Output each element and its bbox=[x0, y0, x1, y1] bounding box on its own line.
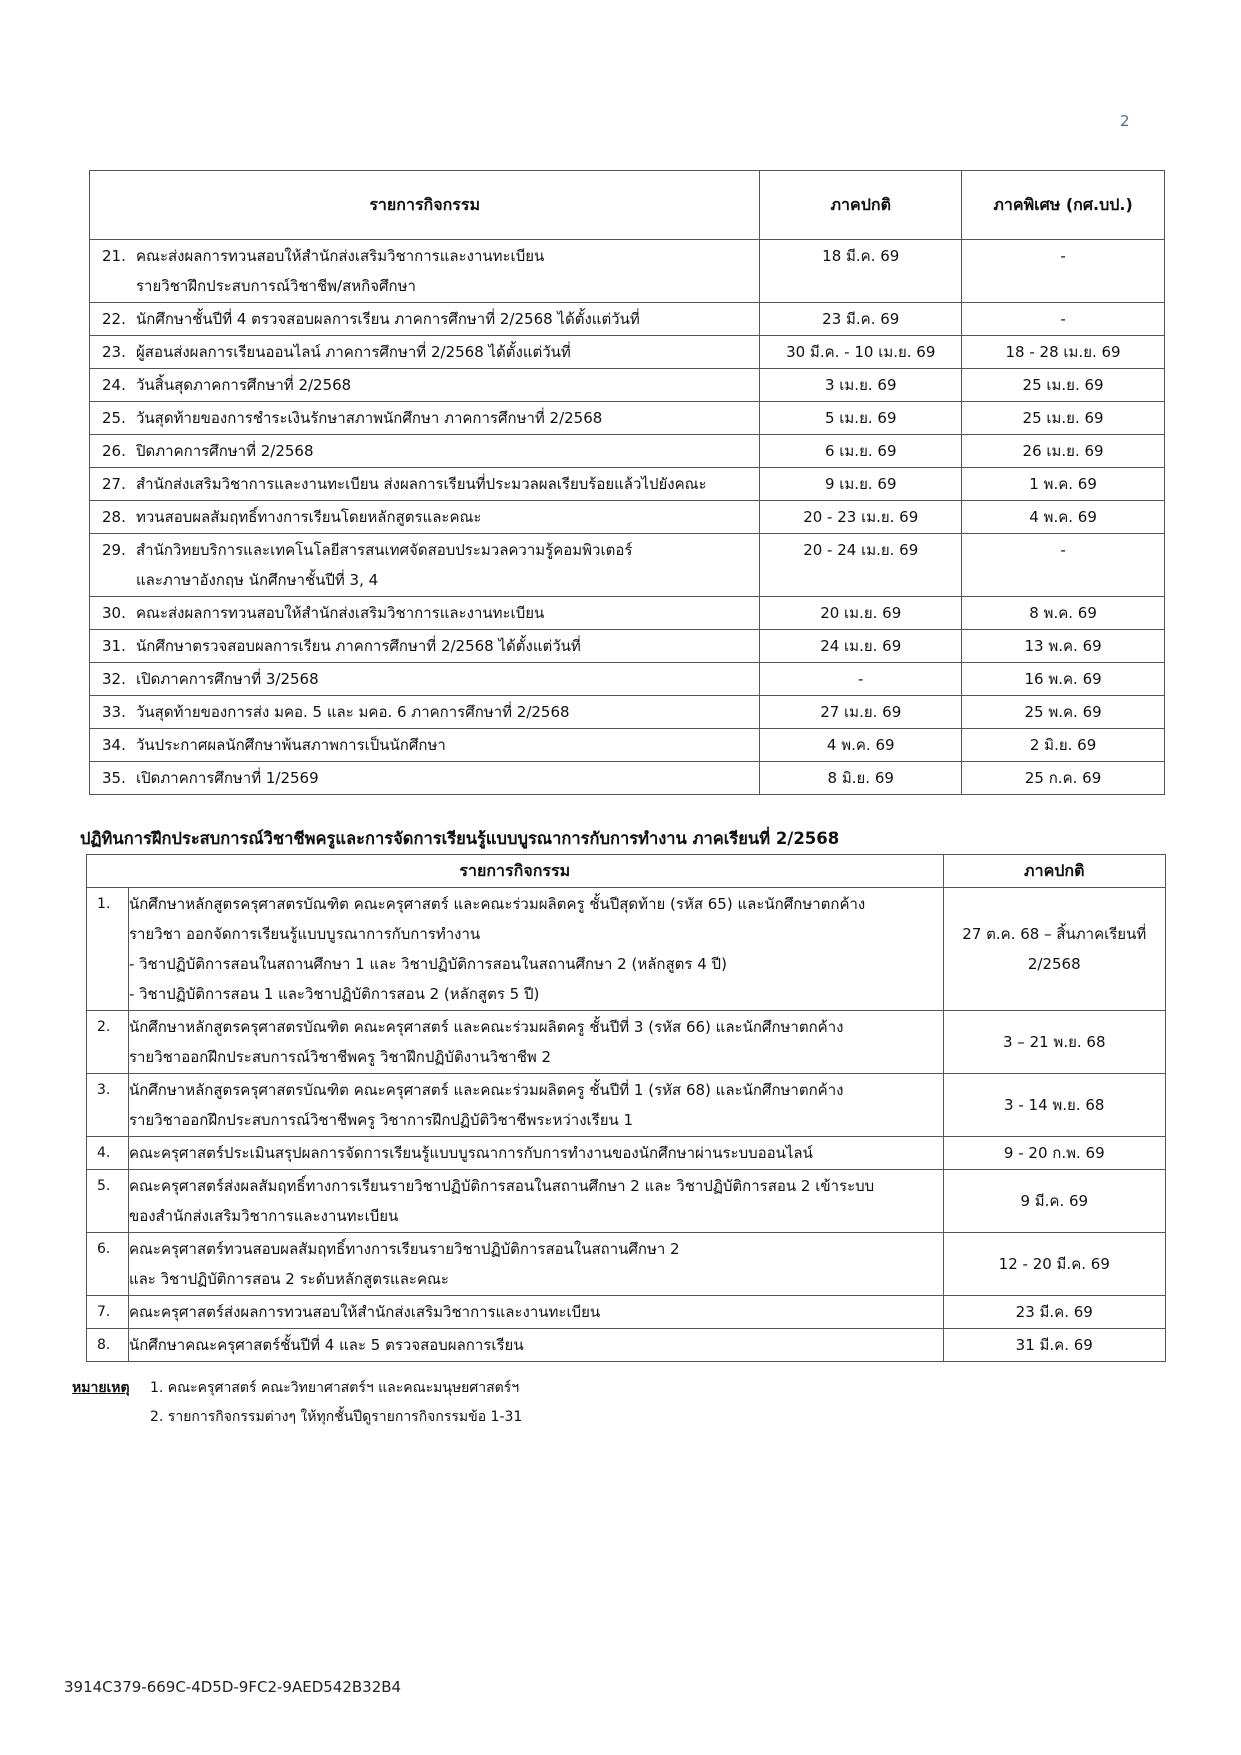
page-number: 2 bbox=[1120, 112, 1130, 130]
activity-cell bbox=[128, 1296, 943, 1329]
row-number: 34. bbox=[102, 736, 126, 754]
academic-calendar-table bbox=[89, 170, 1165, 795]
table-row bbox=[87, 1170, 1166, 1233]
regular-date: 6 เม.ย. 69 bbox=[760, 435, 962, 468]
table-row bbox=[90, 597, 1165, 630]
table-row bbox=[90, 435, 1165, 468]
date-line: 3 - 14 พ.ย. 68 bbox=[1004, 1096, 1105, 1114]
activity-line bbox=[102, 598, 758, 628]
table-row bbox=[90, 696, 1165, 729]
row-number: 30. bbox=[102, 604, 126, 622]
activity-text: คณะส่งผลการทวนสอบให้สำนักส่งเสริมวิชาการและงานทะเบียน bbox=[136, 247, 545, 265]
activity-line bbox=[102, 241, 758, 271]
activity-line: รายวิชาออกฝึกประสบการณ์วิชาชีพครู วิชาการฝึกปฏิบัติวิชาชีพระหว่างเรียน 1 bbox=[128, 1111, 634, 1129]
activity-line bbox=[102, 502, 758, 532]
activity-text: วันสุดท้ายของการส่ง มคอ. 5 และ มคอ. 6 ภาคการศึกษาที่ 2/2568 bbox=[136, 703, 570, 721]
row-number: 7. bbox=[87, 1296, 129, 1329]
activity-cell bbox=[90, 303, 760, 336]
activity-line: นักศึกษาหลักสูตรครุศาสตรบัณฑิต คณะครุศาสตร์ และคณะร่วมผลิตครู ชั้นปีสุดท้าย (รหัส 65) และนักศึกษาตกค้าง bbox=[128, 895, 866, 913]
activity-cell bbox=[128, 1170, 943, 1233]
row-number: 6. bbox=[87, 1233, 129, 1296]
header-regular: ภาคปกติ bbox=[943, 855, 1165, 888]
table-row bbox=[90, 468, 1165, 501]
activity-text: วันสิ้นสุดภาคการศึกษาที่ 2/2568 bbox=[136, 376, 352, 394]
regular-date: 20 เม.ย. 69 bbox=[760, 597, 962, 630]
row-number: 26. bbox=[102, 442, 126, 460]
regular-date: 18 มี.ค. 69 bbox=[760, 240, 962, 303]
row-number: 2. bbox=[87, 1011, 129, 1074]
regular-date: 5 เม.ย. 69 bbox=[760, 402, 962, 435]
regular-date bbox=[943, 1074, 1165, 1137]
note-item: 1. คณะครุศาสตร์ คณะวิทยาศาสตร์ฯ และคณะมนุษยศาสตร์ฯ bbox=[150, 1380, 520, 1396]
special-date: - bbox=[962, 534, 1165, 597]
regular-date bbox=[943, 1329, 1165, 1362]
row-number: 21. bbox=[102, 247, 126, 265]
activity-cell bbox=[90, 597, 760, 630]
activity-text: นักศึกษาชั้นปีที่ 4 ตรวจสอบผลการเรียน ภาคการศึกษาที่ 2/2568 ได้ตั้งแต่วันที่ bbox=[136, 310, 640, 328]
regular-date: 3 เม.ย. 69 bbox=[760, 369, 962, 402]
table-row bbox=[87, 1233, 1166, 1296]
special-date: 25 เม.ย. 69 bbox=[962, 369, 1165, 402]
row-number: 29. bbox=[102, 541, 126, 559]
regular-date: 8 มิ.ย. 69 bbox=[760, 762, 962, 795]
activity-line bbox=[102, 730, 758, 760]
activity-line: คณะครุศาสตร์ทวนสอบผลสัมฤทธิ์ทางการเรียนรายวิชาปฏิบัติการสอนในสถานศึกษา 2 bbox=[128, 1240, 680, 1258]
activity-line bbox=[102, 304, 758, 334]
activity-text: ทวนสอบผลสัมฤทธิ์ทางการเรียนโดยหลักสูตรและคณะ bbox=[136, 508, 482, 526]
activity-cell bbox=[90, 336, 760, 369]
special-date: 26 เม.ย. 69 bbox=[962, 435, 1165, 468]
row-number: 3. bbox=[87, 1074, 129, 1137]
activity-text: เปิดภาคการศึกษาที่ 1/2569 bbox=[136, 769, 319, 787]
table-row bbox=[90, 729, 1165, 762]
regular-date: 20 - 24 เม.ย. 69 bbox=[760, 534, 962, 597]
special-date: 16 พ.ค. 69 bbox=[962, 663, 1165, 696]
section-title: ปฏิทินการฝึกประสบการณ์วิชาชีพครูและการจัดการเรียนรู้แบบบูรณาการกับการทำงาน ภาคเรียนที่ 2/2568 bbox=[80, 829, 840, 848]
activity-cell bbox=[90, 369, 760, 402]
activity-line bbox=[102, 337, 758, 367]
regular-date bbox=[943, 1137, 1165, 1170]
table-row bbox=[90, 534, 1165, 597]
regular-date bbox=[943, 1233, 1165, 1296]
date-line: 31 มี.ค. 69 bbox=[1015, 1336, 1093, 1354]
footnote bbox=[72, 1374, 522, 1432]
activity-cell bbox=[128, 1074, 943, 1137]
row-number: 8. bbox=[87, 1329, 129, 1362]
special-date: 1 พ.ค. 69 bbox=[962, 468, 1165, 501]
date-line: 27 ต.ค. 68 – สิ้นภาคเรียนที่ bbox=[962, 925, 1147, 943]
note-label: หมายเหตุ bbox=[72, 1380, 130, 1396]
activity-text: และภาษาอังกฤษ นักศึกษาชั้นปีที่ 3, 4 bbox=[136, 571, 379, 589]
regular-date: 4 พ.ค. 69 bbox=[760, 729, 962, 762]
special-date: 25 ก.ค. 69 bbox=[962, 762, 1165, 795]
special-date: 18 - 28 เม.ย. 69 bbox=[962, 336, 1165, 369]
activity-line: นักศึกษาหลักสูตรครุศาสตรบัณฑิต คณะครุศาสตร์ และคณะร่วมผลิตครู ชั้นปีที่ 3 (รหัส 66) และนักศึกษาตกค้าง bbox=[128, 1018, 844, 1036]
activity-cell bbox=[128, 1329, 943, 1362]
activity-cell bbox=[90, 534, 760, 597]
regular-date: 9 เม.ย. 69 bbox=[760, 468, 962, 501]
table-row bbox=[90, 762, 1165, 795]
activity-text: สำนักวิทยบริการและเทคโนโลยีสารสนเทศจัดสอบประมวลความรู้คอมพิวเตอร์ bbox=[136, 541, 633, 559]
activity-line bbox=[102, 403, 758, 433]
table-header-row bbox=[87, 855, 1166, 888]
activity-text: ปิดภาคการศึกษาที่ 2/2568 bbox=[136, 442, 314, 460]
row-number: 25. bbox=[102, 409, 126, 427]
activity-cell bbox=[90, 240, 760, 303]
teaching-practice-table bbox=[86, 854, 1166, 1362]
row-number: 35. bbox=[102, 769, 126, 787]
activity-text: นักศึกษาตรวจสอบผลการเรียน ภาคการศึกษาที่ 2/2568 ได้ตั้งแต่วันที่ bbox=[136, 637, 581, 655]
special-date: 8 พ.ค. 69 bbox=[962, 597, 1165, 630]
special-date: 13 พ.ค. 69 bbox=[962, 630, 1165, 663]
activity-text: วันประกาศผลนักศึกษาพ้นสภาพการเป็นนักศึกษา bbox=[136, 736, 446, 754]
table-row bbox=[90, 336, 1165, 369]
special-date: 4 พ.ค. 69 bbox=[962, 501, 1165, 534]
activity-line bbox=[102, 436, 758, 466]
regular-date: 20 - 23 เม.ย. 69 bbox=[760, 501, 962, 534]
activity-text: วันสุดท้ายของการชำระเงินรักษาสภาพนักศึกษา ภาคการศึกษาที่ 2/2568 bbox=[136, 409, 603, 427]
special-date: 25 พ.ค. 69 bbox=[962, 696, 1165, 729]
header-regular: ภาคปกติ bbox=[760, 171, 962, 240]
activity-line bbox=[102, 631, 758, 661]
row-number: 24. bbox=[102, 376, 126, 394]
regular-date: - bbox=[760, 663, 962, 696]
activity-line bbox=[102, 271, 758, 301]
activity-line: คณะครุศาสตร์ส่งผลการทวนสอบให้สำนักส่งเสริมวิชาการและงานทะเบียน bbox=[128, 1303, 601, 1321]
date-line: 2/2568 bbox=[1027, 955, 1081, 973]
regular-date bbox=[943, 1011, 1165, 1074]
regular-date bbox=[943, 1296, 1165, 1329]
date-line: 23 มี.ค. 69 bbox=[1015, 1303, 1093, 1321]
activity-line: - วิชาปฏิบัติการสอน 1 และวิชาปฏิบัติการสอน 2 (หลักสูตร 5 ปี) bbox=[128, 985, 540, 1003]
activity-text: สำนักส่งเสริมวิชาการและงานทะเบียน ส่งผลการเรียนที่ประมวลผลเรียบร้อยแล้วไปยังคณะ bbox=[136, 475, 707, 493]
special-date: - bbox=[962, 303, 1165, 336]
table-row bbox=[90, 630, 1165, 663]
activity-line: นักศึกษาหลักสูตรครุศาสตรบัณฑิต คณะครุศาสตร์ และคณะร่วมผลิตครู ชั้นปีที่ 1 (รหัส 68) และนักศึกษาตกค้าง bbox=[128, 1081, 844, 1099]
activity-line bbox=[102, 370, 758, 400]
row-number: 27. bbox=[102, 475, 126, 493]
activity-line: รายวิชาออกฝึกประสบการณ์วิชาชีพครู วิชาฝึกปฏิบัติงานวิชาชีพ 2 bbox=[128, 1048, 552, 1066]
table-row bbox=[90, 303, 1165, 336]
activity-line bbox=[102, 469, 758, 499]
activity-line bbox=[102, 664, 758, 694]
regular-date bbox=[943, 888, 1165, 1011]
activity-cell bbox=[128, 888, 943, 1011]
activity-cell bbox=[90, 435, 760, 468]
activity-cell bbox=[128, 1011, 943, 1074]
date-line: 3 – 21 พ.ย. 68 bbox=[1003, 1033, 1106, 1051]
date-line: 9 มี.ค. 69 bbox=[1020, 1192, 1089, 1210]
document-id: 3914C379-669C-4D5D-9FC2-9AED542B32B4 bbox=[64, 1678, 402, 1696]
special-date: 2 มิ.ย. 69 bbox=[962, 729, 1165, 762]
table-row bbox=[87, 1011, 1166, 1074]
activity-line: คณะครุศาสตร์ประเมินสรุปผลการจัดการเรียนรู้แบบบูรณาการกับการทำงานของนักศึกษาผ่านระบบออนไลน์ bbox=[128, 1144, 813, 1162]
activity-line: ของสำนักส่งเสริมวิชาการและงานทะเบียน bbox=[128, 1207, 399, 1225]
table-row bbox=[87, 1074, 1166, 1137]
activity-cell bbox=[90, 468, 760, 501]
special-date: - bbox=[962, 240, 1165, 303]
table-header-row bbox=[90, 171, 1165, 240]
regular-date: 30 มี.ค. - 10 เม.ย. 69 bbox=[760, 336, 962, 369]
table-body bbox=[90, 240, 1165, 795]
table-row bbox=[90, 402, 1165, 435]
table-row bbox=[87, 888, 1166, 1011]
table-body bbox=[87, 888, 1166, 1362]
regular-date: 24 เม.ย. 69 bbox=[760, 630, 962, 663]
activity-line bbox=[102, 763, 758, 793]
regular-date bbox=[943, 1170, 1165, 1233]
row-number: 33. bbox=[102, 703, 126, 721]
table-row bbox=[87, 1137, 1166, 1170]
activity-line: - วิชาปฏิบัติการสอนในสถานศึกษา 1 และ วิชาปฏิบัติการสอนในสถานศึกษา 2 (หลักสูตร 4 ปี) bbox=[128, 955, 727, 973]
row-number: 4. bbox=[87, 1137, 129, 1170]
activity-text: ผู้สอนส่งผลการเรียนออนไลน์ ภาคการศึกษาที่ 2/2568 ได้ตั้งแต่วันที่ bbox=[136, 343, 571, 361]
activity-cell bbox=[90, 402, 760, 435]
row-number: 32. bbox=[102, 670, 126, 688]
activity-line: และ วิชาปฏิบัติการสอน 2 ระดับหลักสูตรและคณะ bbox=[128, 1270, 449, 1288]
header-activity: รายการกิจกรรม bbox=[87, 855, 944, 888]
table-row bbox=[90, 663, 1165, 696]
activity-line: รายวิชา ออกจัดการเรียนรู้แบบบูรณาการกับการทำงาน bbox=[128, 925, 481, 943]
activity-text: เปิดภาคการศึกษาที่ 3/2568 bbox=[136, 670, 319, 688]
table-row bbox=[87, 1296, 1166, 1329]
header-activity: รายการกิจกรรม bbox=[90, 171, 760, 240]
activity-cell bbox=[90, 663, 760, 696]
note-item: 2. รายการกิจกรรมต่างๆ ให้ทุกชั้นปีดูรายการกิจกรรมข้อ 1-31 bbox=[150, 1409, 523, 1425]
activity-cell bbox=[128, 1233, 943, 1296]
regular-date: 23 มี.ค. 69 bbox=[760, 303, 962, 336]
table-row bbox=[90, 501, 1165, 534]
activity-cell bbox=[90, 729, 760, 762]
activity-cell bbox=[90, 501, 760, 534]
activity-line: คณะครุศาสตร์ส่งผลสัมฤทธิ์ทางการเรียนรายวิชาปฏิบัติการสอนในสถานศึกษา 2 และ วิชาปฏิบัติการสอน 2 เข้าระบบ bbox=[128, 1177, 875, 1195]
activity-cell bbox=[90, 696, 760, 729]
activity-line: นักศึกษาคณะครุศาสตร์ชั้นปีที่ 4 และ 5 ตรวจสอบผลการเรียน bbox=[128, 1336, 524, 1354]
table-row bbox=[87, 1329, 1166, 1362]
row-number: 28. bbox=[102, 508, 126, 526]
activity-cell bbox=[128, 1137, 943, 1170]
row-number: 1. bbox=[87, 888, 129, 1011]
table-row bbox=[90, 240, 1165, 303]
activity-line bbox=[102, 565, 758, 595]
regular-date: 27 เม.ย. 69 bbox=[760, 696, 962, 729]
activity-cell bbox=[90, 630, 760, 663]
activity-text: คณะส่งผลการทวนสอบให้สำนักส่งเสริมวิชาการและงานทะเบียน bbox=[136, 604, 545, 622]
header-special: ภาคพิเศษ (กศ.บป.) bbox=[962, 171, 1165, 240]
date-line: 9 - 20 ก.พ. 69 bbox=[1003, 1144, 1105, 1162]
row-number: 22. bbox=[102, 310, 126, 328]
activity-cell bbox=[90, 762, 760, 795]
date-line: 12 - 20 มี.ค. 69 bbox=[998, 1255, 1110, 1273]
activity-text: รายวิชาฝึกประสบการณ์วิชาชีพ/สหกิจศึกษา bbox=[136, 277, 416, 295]
activity-line bbox=[102, 535, 758, 565]
row-number: 31. bbox=[102, 637, 126, 655]
table-row bbox=[90, 369, 1165, 402]
special-date: 25 เม.ย. 69 bbox=[962, 402, 1165, 435]
activity-line bbox=[102, 697, 758, 727]
row-number: 23. bbox=[102, 343, 126, 361]
row-number: 5. bbox=[87, 1170, 129, 1233]
